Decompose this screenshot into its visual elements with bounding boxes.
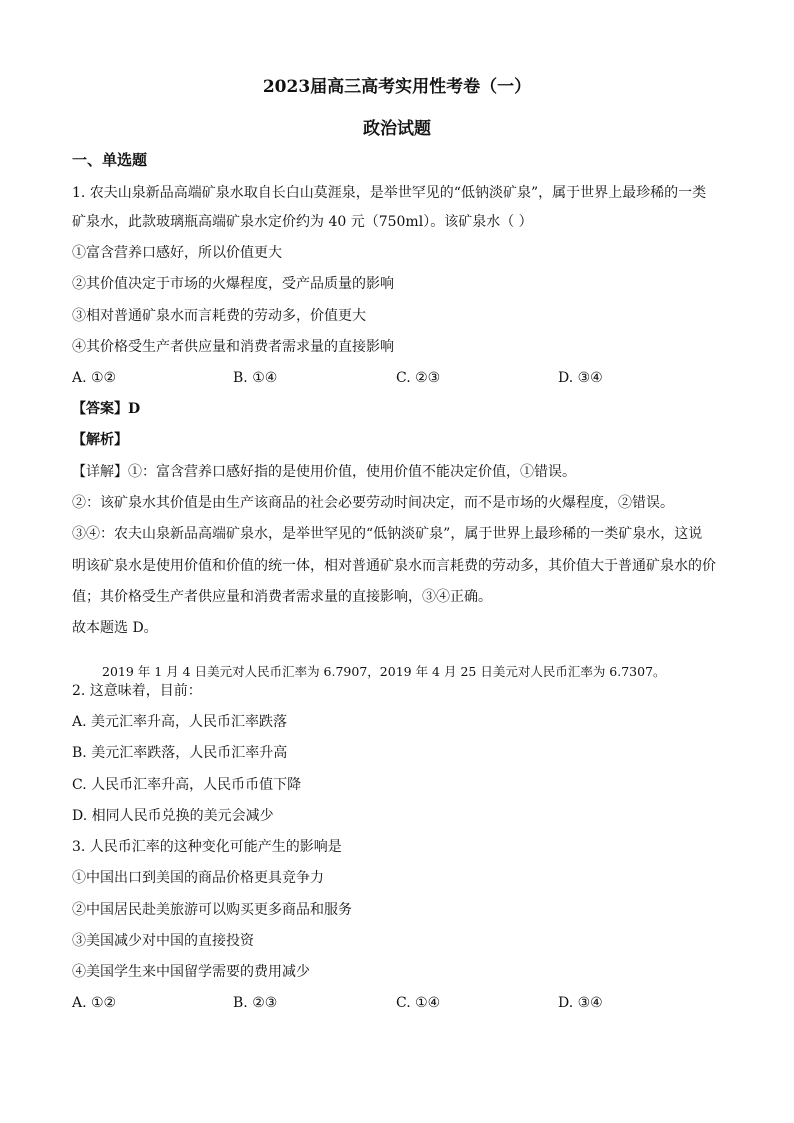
q1-detail-line4: 明该矿泉水是使用价值和价值的统一体，相对普通矿泉水而言耗费的劳动多，其价值大于普通矿泉水的价 — [72, 558, 716, 574]
exam-subtitle: 政治试题 — [363, 119, 431, 139]
q1-item-2: ②其价值决定于市场的火爆程度，受产品质量的影响 — [72, 276, 394, 292]
q1-analysis-label: 【解析】 — [72, 432, 128, 448]
section-heading: 一、单选题 — [72, 151, 148, 169]
q1-item-1: ①富含营养口感好，所以价值更大 — [72, 245, 282, 261]
q2-option-d[interactable]: D. 相同人民币兑换的美元会减少 — [72, 808, 274, 824]
q2-option-b[interactable]: B. 美元汇率跌落，人民币汇率升高 — [72, 745, 288, 761]
q1-detail-line5: 值；其价格受生产者供应量和消费者需求量的直接影响，③④正确。 — [72, 589, 492, 605]
q1-detail-line3: ③④：农夫山泉新品高端矿泉水，是举世罕见的“低钠淡矿泉”，属于世界上最珍稀的一类矿泉水，这说 — [72, 526, 703, 542]
exam-title: 2023届高三高考实用性考卷（一） — [262, 77, 532, 97]
q3-option-c[interactable]: C. ①④ — [396, 995, 441, 1011]
q1-option-c[interactable]: C. ②③ — [396, 370, 441, 386]
q1-conclusion: 故本题选 D。 — [72, 620, 158, 636]
q1-detail-line1: 【详解】①：富含营养口感好指的是使用价值，使用价值不能决定价值，①错误。 — [72, 464, 576, 480]
q1-option-a[interactable]: A. ①② — [72, 370, 117, 386]
shared-stem: 2019 年 1 月 4 日美元对人民币汇率为 6.7907，2019 年 4 月 25 日美元对人民币汇率为 6.7307。 — [102, 663, 666, 679]
q2-stem: 2. 这意味着，目前： — [72, 683, 202, 699]
q3-item-2: ②中国居民赴美旅游可以购买更多商品和服务 — [72, 902, 352, 918]
q1-option-b[interactable]: B. ①④ — [233, 370, 278, 386]
q1-detail-line2: ②：该矿泉水其价值是由生产该商品的社会必要劳动时间决定，而不是市场的火爆程度，②错误。 — [72, 495, 674, 511]
q3-option-a[interactable]: A. ①② — [72, 995, 117, 1011]
q3-item-1: ①中国出口到美国的商品价格更具竞争力 — [72, 870, 324, 886]
q1-option-d[interactable]: D. ③④ — [558, 370, 603, 386]
q1-item-3: ③相对普通矿泉水而言耗费的劳动多，价值更大 — [72, 308, 366, 324]
q2-option-c[interactable]: C. 人民币汇率升高，人民币币值下降 — [72, 777, 302, 793]
q3-stem: 3. 人民币汇率的这种变化可能产生的影响是 — [72, 839, 342, 855]
q3-option-b[interactable]: B. ②③ — [233, 995, 278, 1011]
q1-stem-line2: 矿泉水，此款玻璃瓶高端矿泉水定价约为 40 元（750ml）。该矿泉水（ ） — [72, 214, 533, 230]
q1-item-4: ④其价格受生产者供应量和消费者需求量的直接影响 — [72, 339, 394, 355]
q3-item-4: ④美国学生来中国留学需要的费用减少 — [72, 964, 310, 980]
q1-answer: 【答案】D — [72, 401, 141, 417]
q3-item-3: ③美国减少对中国的直接投资 — [72, 933, 254, 949]
q3-option-d[interactable]: D. ③④ — [558, 995, 603, 1011]
q1-stem-line1: 1. 农夫山泉新品高端矿泉水取自长白山莫涯泉，是举世罕见的“低钠淡矿泉”，属于世界上最珍稀的一类 — [72, 185, 707, 201]
q2-option-a[interactable]: A. 美元汇率升高，人民币汇率跌落 — [72, 714, 288, 730]
